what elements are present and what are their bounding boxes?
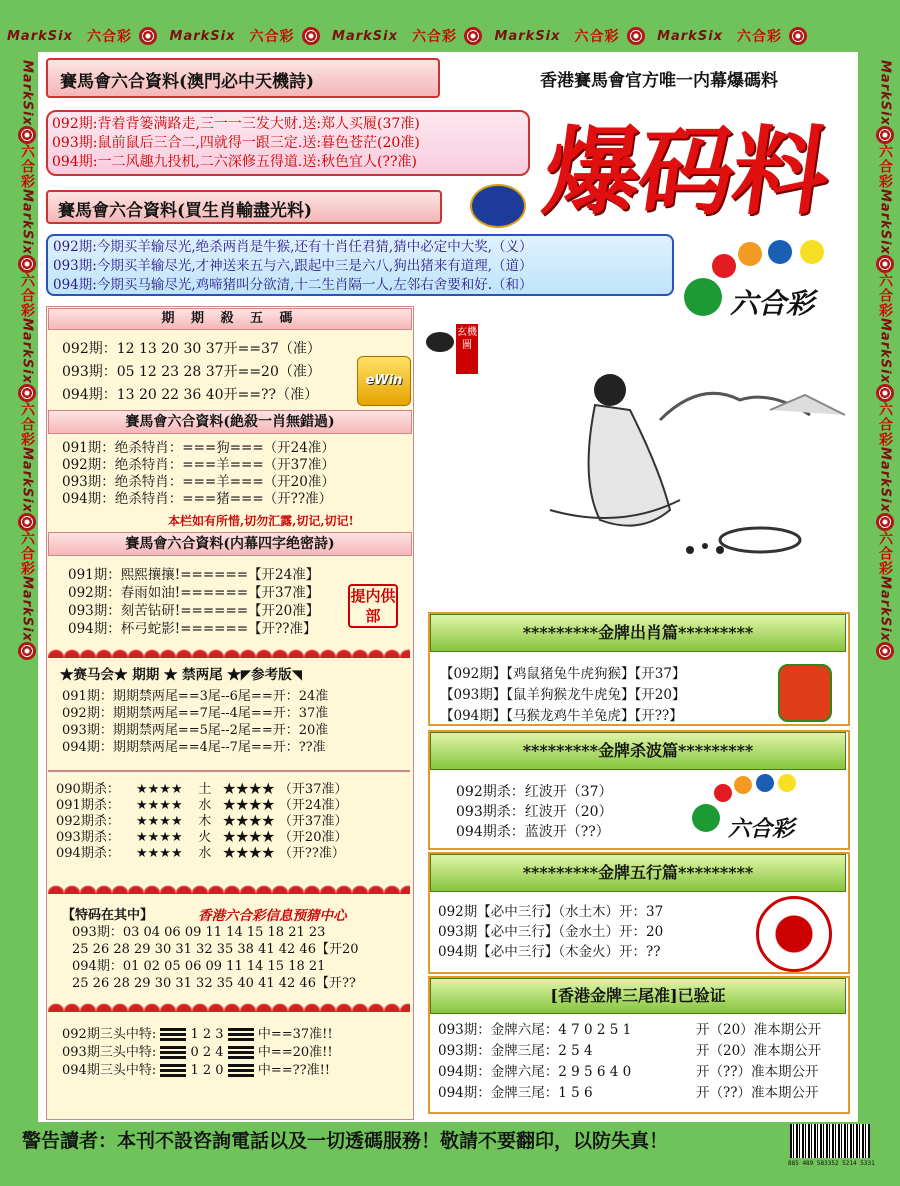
bars-icon (228, 1026, 254, 1043)
heads-rows (62, 1026, 333, 1080)
hand-icon (426, 332, 454, 352)
flower-icon (876, 384, 894, 402)
flower-icon (18, 513, 36, 531)
fist-icon (778, 664, 832, 722)
zodiac-gold-rows: 【092期】【鸡鼠猪兔牛虎狗猴】【开37】 【093期】【鼠羊狗猴龙牛虎兔】【开20】 【094期】【马猴龙鸡牛羊兔虎】【开??】 (440, 666, 686, 724)
zodiac-box: 092期:今期买羊输尽光,绝杀两肖是牛猴,还有十肖任君猜,猜中必定中大奖,（义） 093期:今期买羊输尽光,才神送来五与六,跟起中三是六八,狗出猪来有道理,（道） 094期:今期买马输尽光,鸡啼猪叫分欲清,十二生肖隔一人,左邻右舍要和好.（和） (46, 234, 674, 296)
lottery-logo: 六合彩 (730, 287, 815, 320)
left-border: MarkSix六合彩MarkSix六合彩MarkSix六合彩MarkSix六合彩MarkSix (10, 60, 44, 1120)
secret-stamp: 提内供部 (348, 584, 398, 628)
tail3-rows (438, 1020, 821, 1104)
barcode-number: 885 489 583352 5214 5331 (788, 1160, 875, 1167)
bauhinia-icon (756, 896, 832, 972)
tema-rows: 093期：03 04 06 09 11 14 15 18 21 23 25 26 28 29 30 31 32 35 38 41 42 46【开20 094期：01 02 05 06 09 11 14 15 18 21 25 26 28 29 30 31 32 35 40 41 42 46【开?? (72, 925, 359, 991)
bars-icon (160, 1044, 186, 1061)
divider (48, 770, 410, 772)
ball-blue (768, 240, 792, 264)
ewin-badge: eWin (357, 356, 411, 406)
flower-icon (18, 126, 36, 144)
element-row: 093期杀： ★★★★ 火 ★★★★ （开20准） (56, 830, 348, 845)
ball-red (714, 784, 732, 802)
ball-orange (734, 776, 752, 794)
bars-icon (160, 1026, 186, 1043)
tail3-row: 094期：金牌三尾：1 5 6 开（??）准本期公开 (438, 1085, 819, 1101)
kill5-title: 期 期 殺 五 碼 (48, 308, 412, 330)
flower-icon (464, 27, 482, 45)
flower-icon (139, 27, 157, 45)
element-row: 092期杀： ★★★★ 木 ★★★★ （开37准） (56, 814, 348, 829)
flower-icon (876, 642, 894, 660)
flower-icon (876, 513, 894, 531)
bars-icon (228, 1044, 254, 1061)
five-rows: 092期【必中三行】（水土木）开：37 093期【必中三行】（金水土）开：20 094期【必中三行】（木金火）开：?? (438, 904, 664, 960)
secret-rows: 091期：熙熙攘攘!======【开24准】 092期：春雨如油!======【开37准】 093期：刻苦钻研!======【开20准】 094期：杯弓蛇影!======【开??准】 (68, 567, 320, 637)
header-title-left: 賽馬會六合資料(澳門必中天機詩) (46, 58, 440, 98)
ball-yellow (800, 240, 824, 264)
ink-painting (470, 360, 850, 590)
zodiac-gold-title: *********金牌出肖篇********* (430, 614, 846, 652)
secret-title: 賽馬會六合資料(内幕四字绝密詩) (48, 532, 412, 556)
seal-stamp: 玄機圖 (456, 324, 478, 374)
ball-green (692, 804, 720, 832)
top-border: MarkSix 六合彩 MarkSix 六合彩 MarkSix 六合彩 MarkSix 六合彩 MarkSix 六合彩 (0, 26, 900, 48)
ball-orange (738, 242, 762, 266)
sub-title-box: 賽馬會六合資料(買生肖輸盡光料) (46, 190, 442, 224)
heads-row: 092期三头中特: 1 2 3 中==37准!! (62, 1027, 333, 1042)
tail3-row: 093期：金牌六尾：4 7 0 2 5 1 开（20）准本期公开 (438, 1022, 822, 1038)
brand-text: MarkSix (7, 28, 73, 44)
wave-rows: 092期杀：红波开（37） 093期杀：红波开（20） 094期杀：蓝波开（??） (456, 784, 613, 840)
element-rows (56, 782, 347, 862)
tail3-row: 094期：金牌六尾：2 9 5 6 4 0 开（??）准本期公开 (438, 1064, 819, 1080)
tema-label: 【特码在其中】 (62, 908, 154, 923)
element-row: 094期杀： ★★★★ 水 ★★★★ （开??准） (56, 846, 345, 861)
flower-icon (789, 27, 807, 45)
bars-icon (228, 1062, 254, 1079)
element-row: 091期杀： ★★★★ 水 ★★★★ （开24准） (56, 798, 348, 813)
heads-row: 094期三头中特: 1 2 0 中==??准!! (62, 1063, 331, 1078)
flower-icon (18, 255, 36, 273)
tema-center: 香港六合彩信息预猜中心 (198, 908, 347, 924)
flower-icon (18, 384, 36, 402)
barcode (790, 1124, 870, 1158)
ball-yellow (778, 774, 796, 792)
poem-box: 092期:背着背篓满路走,三一一三发大财.送:郑人买履(37准) 093期:鼠前鼠后三合二,四就得一跟三定.送:暮色苍茫(20准) 094期:一二风趣九投机,二六深修五得道.送:秋色宜人(??准) (46, 110, 530, 176)
tail-rows: 091期：期期禁两尾==3尾--6尾==开：24准 092期：期期禁两尾==7尾--4尾==开：37准 093期：期期禁两尾==5尾--2尾==开：20准 094期：期期禁两尾==4尾--7尾==开：??准 (62, 689, 329, 755)
ball-blue (756, 774, 774, 792)
kill1-title: 賽馬會六合資料(絶殺一肖無錯過) (48, 410, 412, 434)
element-row: 090期杀： ★★★★ 土 ★★★★ （开37准） (56, 782, 348, 797)
tail-title: ★赛马会★ 期期 ★ 禁两尾 ★◤参考版◥ (60, 667, 303, 683)
heads-row: 093期三头中特: 0 2 4 中==20准!! (62, 1045, 333, 1060)
divider-scallop (48, 996, 410, 1012)
emblem-icon (470, 184, 526, 228)
right-border: MarkSix六合彩MarkSix六合彩MarkSix六合彩MarkSix六合彩MarkSix (868, 60, 900, 1120)
tail3-title: [香港金牌三尾准]已验证 (430, 978, 846, 1014)
tail3-row: 093期：金牌三尾：2 5 4 开（20）准本期公开 (438, 1043, 822, 1059)
flower-icon (876, 126, 894, 144)
divider-scallop (48, 642, 410, 658)
lottery-logo-small: 六合彩 (728, 816, 795, 842)
footer-warning: 警告讀者：本刊不設咨詢電話以及一切透碼服務！敬請不要翻印，以防失真！ (22, 1130, 669, 1152)
five-title: *********金牌五行篇********* (430, 854, 846, 892)
flower-icon (18, 642, 36, 660)
flower-icon (627, 27, 645, 45)
kill1-note: 本栏如有所惜,切勿汇露,切记,切记! (168, 514, 354, 528)
kill1-rows: 091期：绝杀特肖：===狗===（开24准） 092期：绝杀特肖：===羊===（开37准） 093期：绝杀特肖：===羊===（开20准） 094期：绝杀特肖：===猪===（开??准） (62, 440, 335, 507)
divider-scallop (48, 878, 410, 894)
big-title: 爆码料 (537, 116, 835, 228)
ball-red (712, 254, 736, 278)
flower-icon (876, 255, 894, 273)
ball-green (684, 278, 722, 316)
header-title-right: 香港賽馬會官方唯一内幕爆碼料 (540, 71, 778, 91)
flower-icon (302, 27, 320, 45)
brand-cn-text: 六合彩 (86, 29, 132, 45)
kill5-rows: 092期：12 13 20 30 37开==37（准） 093期：05 12 23 28 37开==20（准） 094期：13 20 22 36 40开==??（准） (62, 341, 321, 403)
wave-title: *********金牌杀波篇********* (430, 732, 846, 770)
bars-icon (160, 1062, 186, 1079)
